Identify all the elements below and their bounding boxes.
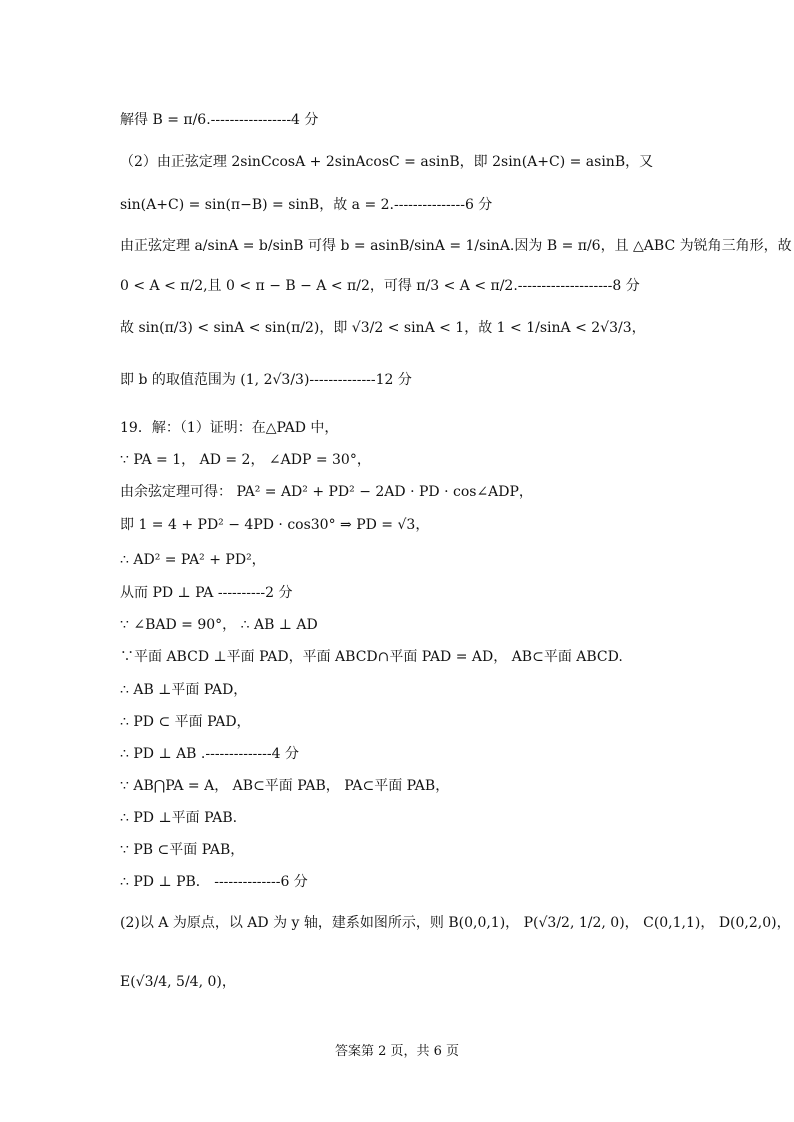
text-line-23: (2)以 A 为原点，以 AD 为 y 轴，建系如图所示，则 B(0,0,1)， P(√3/2, 1/2, 0)， C(0,1,1)， D(0,2,0)， <box>120 915 791 931</box>
page-footer: 答案第 2 页，共 6 页 <box>334 1044 460 1059</box>
text-line-9: ∵ PA = 1， AD = 2， ∠ADP = 30°， <box>120 452 371 468</box>
text-line-3: sin(A+C) = sin(π−B) = sinB，故 a = 2.---------------6 分 <box>120 197 493 213</box>
text-line-24: E(√3/4, 5/4, 0)， <box>120 974 236 990</box>
text-line-14: ∵ ∠BAD = 90°， ∴ AB ⊥ AD <box>120 617 318 633</box>
text-line-20: ∴ PD ⊥平面 PAB. <box>120 810 238 826</box>
text-line-4: 由正弦定理 a/sinA = b/sinB 可得 b = asinB/sinA = 1/sinA.因为 B = π/6，且 △ABC 为锐角三角形，故 <box>120 238 792 254</box>
text-line-8: 19．解：（1）证明：在△PAD 中， <box>120 420 339 436</box>
text-line-1: 解得 B = π/6.-----------------4 分 <box>120 112 319 128</box>
text-line-15: ∵平面 ABCD ⊥平面 PAD，平面 ABCD∩平面 PAD = AD， AB⊂平面 ABCD. <box>120 649 623 665</box>
text-line-22: ∴ PD ⊥ PB． --------------6 分 <box>120 874 308 890</box>
text-line-6: 故 sin(π/3) < sinA < sin(π/2)，即 √3/2 < sinA < 1，故 1 < 1/sinA < 2√3/3， <box>120 320 646 336</box>
text-line-21: ∵ PB ⊂平面 PAB， <box>120 842 245 858</box>
text-line-7: 即 b 的取值范围为 (1, 2√3/3)--------------12 分 <box>120 372 412 388</box>
text-line-16: ∴ AB ⊥平面 PAD， <box>120 682 248 698</box>
text-line-10: 由余弦定理可得： PA² = AD² + PD² − 2AD · PD · cos∠ADP， <box>120 484 533 500</box>
text-line-18: ∴ PD ⊥ AB .--------------4 分 <box>120 746 299 762</box>
text-line-2: （2）由正弦定理 2sinCcosA + 2sinAcosC = asinB，即 2sin(A+C) = asinB，又 <box>120 154 654 170</box>
text-line-17: ∴ PD ⊂ 平面 PAD， <box>120 714 251 730</box>
text-line-13: 从而 PD ⊥ PA ----------2 分 <box>120 585 293 601</box>
text-line-11: 即 1 = 4 + PD² − 4PD · cos30° ⇒ PD = √3， <box>120 517 430 533</box>
text-line-12: ∴ AD² = PA² + PD²， <box>120 552 266 568</box>
text-line-19: ∵ AB⋂PA = A， AB⊂平面 PAB， PA⊂平面 PAB， <box>120 778 450 794</box>
text-line-5: 0 < A < π/2,且 0 < π − B − A < π/2，可得 π/3 < A < π/2.--------------------8 分 <box>120 278 640 294</box>
